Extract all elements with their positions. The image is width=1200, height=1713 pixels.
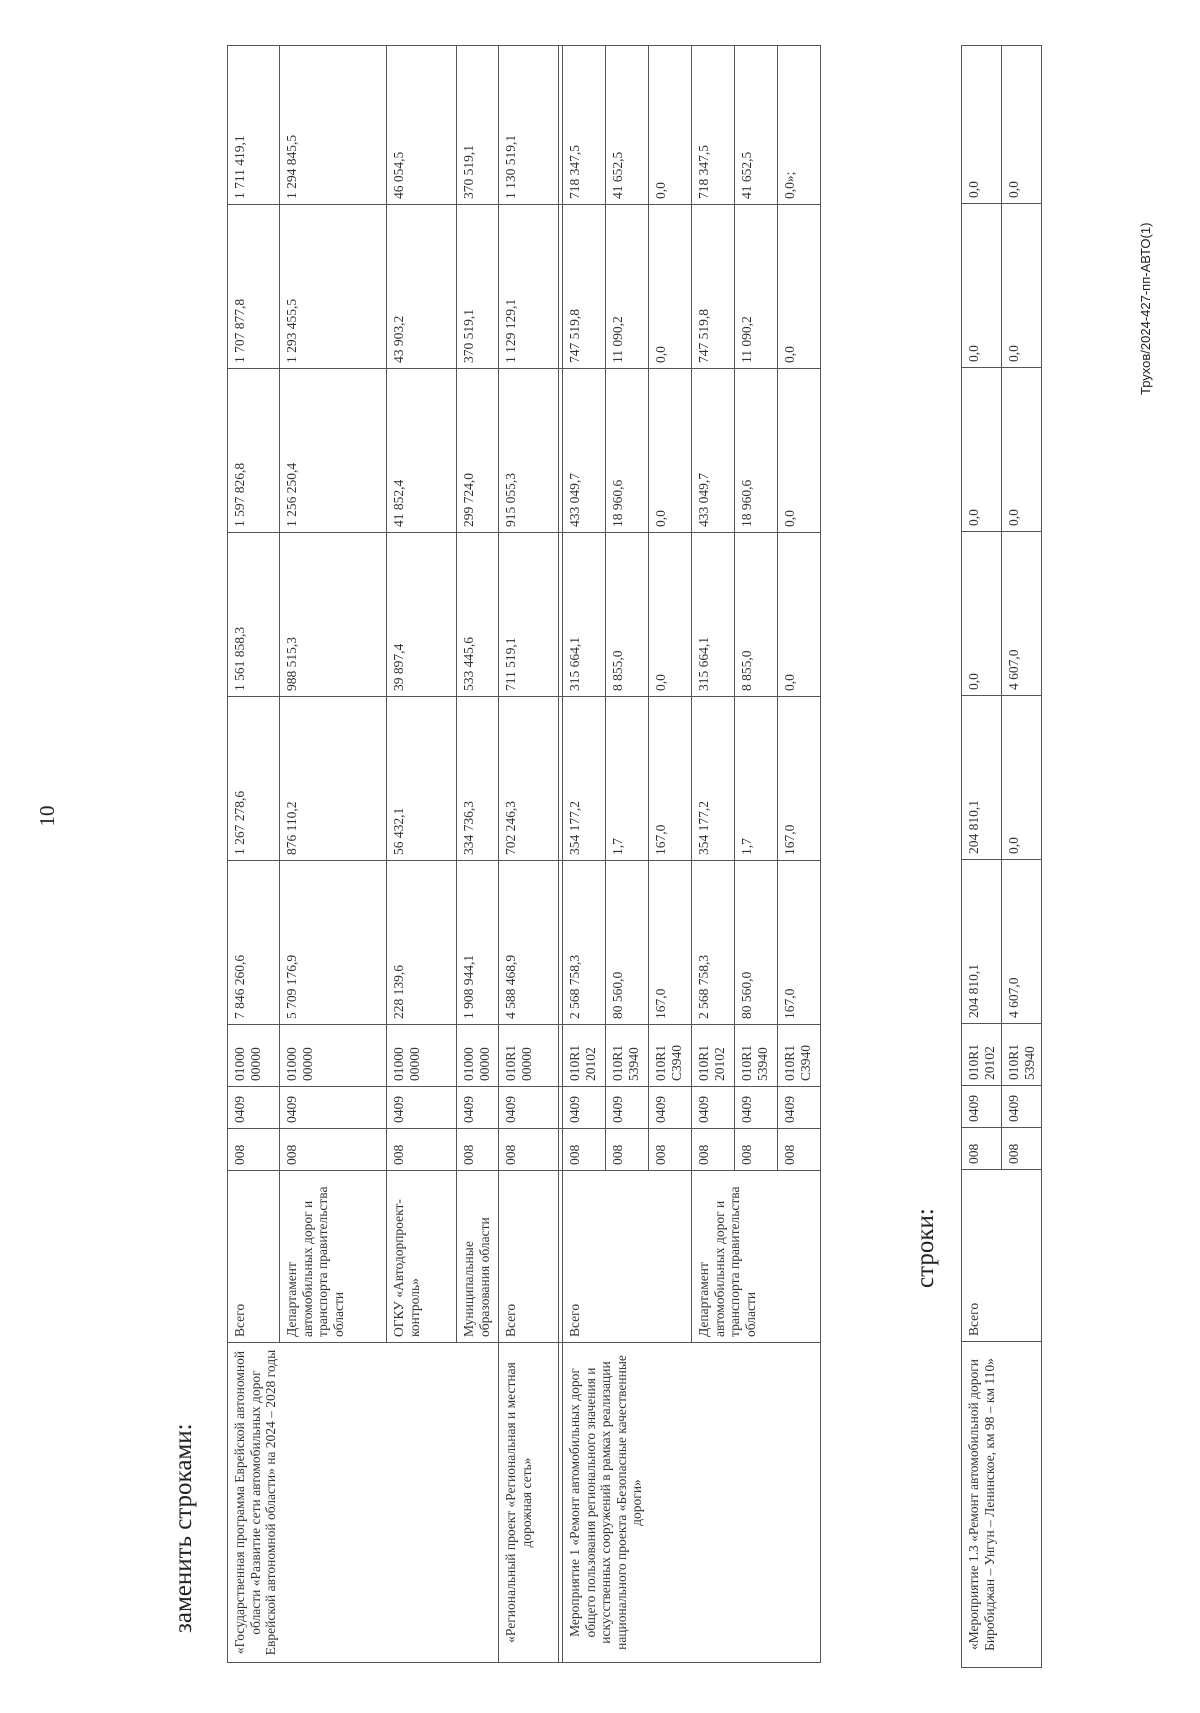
value-cell: 315 664,1 [563,533,606,697]
main-table [227,45,821,1663]
grbs-cell: 008 [692,1129,735,1171]
target-article-cell: 010R1 53940 [735,1025,778,1087]
value-cell: 2 568 758,3 [692,861,735,1025]
second-table [961,45,1042,1668]
section-cell: 0409 [606,1087,649,1129]
project-name-cell: «Региональный проект «Региональная и местная дорожная сеть» [499,1343,559,1663]
value-cell: 718 347,5 [563,46,606,205]
value-cell: 718 347,5 [692,46,735,205]
value-cell: 167,0 [778,697,821,861]
value-cell: 41 852,4 [387,369,457,533]
value-cell: 747 519,8 [563,205,606,369]
grbs-cell: 008 [228,1129,280,1171]
table-row [499,46,559,1663]
value-cell: 0,0 [649,533,692,697]
value-cell: 2 568 758,3 [563,861,606,1025]
value-cell: 0,0 [649,46,692,205]
value-cell: 0,0 [649,205,692,369]
grbs-cell: 008 [387,1129,457,1171]
value-cell: 988 515,3 [280,533,387,697]
measure-name-cell: Мероприятие 1 «Ремонт автомобильных дорог общего пользования регионального значения и искусственных сооружений в рамках реализации национального проекта «Безопасные качественные дороги» [563,1343,821,1663]
section-cell: 0409 [228,1087,280,1129]
value-cell: 11 090,2 [606,205,649,369]
value-cell: 167,0 [649,861,692,1025]
value-cell: 56 432,1 [387,697,457,861]
value-cell: 0,0 [962,204,1002,368]
value-cell: 370 519,1 [457,205,499,369]
program-name-cell: «Государственная программа Еврейской автономной области «Развитие сети автомобильных дорог Еврейской автономной области» на 2024 – 2028 годы [228,1343,499,1663]
executor-cell: Всего [563,1171,692,1343]
executor-cell: ОГКУ «Автодорпроект-контроль» [387,1171,457,1343]
value-cell: 1 561 858,3 [228,533,280,697]
value-cell: 167,0 [778,861,821,1025]
grbs-cell: 008 [280,1129,387,1171]
value-cell: 167,0 [649,697,692,861]
executor-cell: Всего [228,1171,280,1343]
value-cell: 0,0 [962,46,1002,204]
value-cell: 1 130 519,1 [499,46,559,205]
section-cell: 0409 [962,1086,1002,1128]
value-cell: 1 908 944,1 [457,861,499,1025]
value-cell: 41 652,5 [606,46,649,205]
grbs-cell: 008 [778,1129,821,1171]
value-cell: 0,0 [962,532,1002,696]
value-cell: 11 090,2 [735,205,778,369]
target-article-cell: 010R1 00000 [499,1025,559,1087]
grbs-cell: 008 [962,1128,1002,1170]
grbs-cell: 008 [606,1129,649,1171]
value-cell: 39 897,4 [387,533,457,697]
value-cell: 4 588 468,9 [499,861,559,1025]
value-cell: 46 054,5 [387,46,457,205]
target-article-cell: 010R1 С3940 [649,1025,692,1087]
target-article-cell: 010R1 20102 [962,1024,1002,1086]
value-cell: 370 519,1 [457,46,499,205]
target-article-cell: 01000 00000 [228,1025,280,1087]
target-article-cell: 01000 00000 [457,1025,499,1087]
target-article-cell: 010R1 53940 [1002,1024,1042,1086]
value-cell: 1 707 877,8 [228,205,280,369]
value-cell: 1,7 [735,697,778,861]
heading-rows: строки: [912,1208,939,1288]
grbs-cell: 008 [457,1129,499,1171]
target-article-cell: 010R1 20102 [692,1025,735,1087]
value-cell: 43 903,2 [387,205,457,369]
value-cell: 4 607,0 [1002,532,1042,696]
value-cell: 1 129 129,1 [499,205,559,369]
target-article-cell: 01000 00000 [387,1025,457,1087]
grbs-cell: 008 [563,1129,606,1171]
value-cell: 433 049,7 [563,369,606,533]
value-cell: 1 293 455,5 [280,205,387,369]
value-cell: 5 709 176,9 [280,861,387,1025]
value-cell: 711 519,1 [499,533,559,697]
value-cell: 204 810,1 [962,860,1002,1024]
section-cell: 0409 [387,1087,457,1129]
value-cell: 0,0»; [778,46,821,205]
section-cell: 0409 [457,1087,499,1129]
section-cell: 0409 [563,1087,606,1129]
value-cell: 354 177,2 [692,697,735,861]
target-article-cell: 010R1 20102 [563,1025,606,1087]
value-cell: 8 855,0 [606,533,649,697]
value-cell: 41 652,5 [735,46,778,205]
value-cell: 1 294 845,5 [280,46,387,205]
value-cell: 0,0 [1002,46,1042,204]
value-cell: 7 846 260,6 [228,861,280,1025]
grbs-cell: 008 [649,1129,692,1171]
value-cell: 876 110,2 [280,697,387,861]
target-article-cell: 010R1 С3940 [778,1025,821,1087]
section-cell: 0409 [1002,1086,1042,1128]
table-row [228,46,280,1663]
document-footer-code: Трухов/2024-427-пп-АВТО(1) [1138,222,1153,395]
value-cell: 0,0 [1002,368,1042,532]
value-cell: 433 049,7 [692,369,735,533]
executor-cell: Департамент автомобильных дорог и транспорта правительства области [692,1171,821,1343]
value-cell: 0,0 [649,369,692,533]
value-cell: 0,0 [1002,696,1042,860]
grbs-cell: 008 [499,1129,559,1171]
value-cell: 747 519,8 [692,205,735,369]
section-cell: 0409 [735,1087,778,1129]
value-cell: 299 724,0 [457,369,499,533]
value-cell: 354 177,2 [563,697,606,861]
value-cell: 1 256 250,4 [280,369,387,533]
page-number: 10 [35,805,59,827]
value-cell: 334 736,3 [457,697,499,861]
value-cell: 1,7 [606,697,649,861]
target-article-cell: 01000 00000 [280,1025,387,1087]
value-cell: 80 560,0 [735,861,778,1025]
value-cell: 1 711 419,1 [228,46,280,205]
value-cell: 228 139,6 [387,861,457,1025]
value-cell: 0,0 [962,368,1002,532]
table-row [563,46,606,1663]
value-cell: 0,0 [778,205,821,369]
value-cell: 702 246,3 [499,697,559,861]
executor-cell: Департамент автомобильных дорог и транспорта правительства области [280,1171,387,1343]
executor-cell: Муниципальные образования области [457,1171,499,1343]
measure-name-cell: «Мероприятие 1.3 «Ремонт автомобильной дороги Биробиджан – Унгун – Ленинское, км 98 – км 110» [962,1342,1042,1668]
value-cell: 533 445,6 [457,533,499,697]
executor-cell: Всего [499,1171,559,1343]
grbs-cell: 008 [1002,1128,1042,1170]
value-cell: 8 855,0 [735,533,778,697]
value-cell: 80 560,0 [606,861,649,1025]
grbs-cell: 008 [735,1129,778,1171]
value-cell: 915 055,3 [499,369,559,533]
value-cell: 1 267 278,6 [228,697,280,861]
section-cell: 0409 [778,1087,821,1129]
value-cell: 1 597 826,8 [228,369,280,533]
value-cell: 204 810,1 [962,696,1002,860]
value-cell: 18 960,6 [735,369,778,533]
value-cell: 4 607,0 [1002,860,1042,1024]
section-cell: 0409 [692,1087,735,1129]
value-cell: 0,0 [778,369,821,533]
executor-cell: Всего [962,1170,1042,1342]
target-article-cell: 010R1 53940 [606,1025,649,1087]
section-cell: 0409 [649,1087,692,1129]
value-cell: 0,0 [778,533,821,697]
value-cell: 18 960,6 [606,369,649,533]
section-cell: 0409 [280,1087,387,1129]
value-cell: 0,0 [1002,204,1042,368]
heading-replace: заменить строками: [170,1423,197,1633]
value-cell: 315 664,1 [692,533,735,697]
section-cell: 0409 [499,1087,559,1129]
table-row [962,46,1002,1668]
